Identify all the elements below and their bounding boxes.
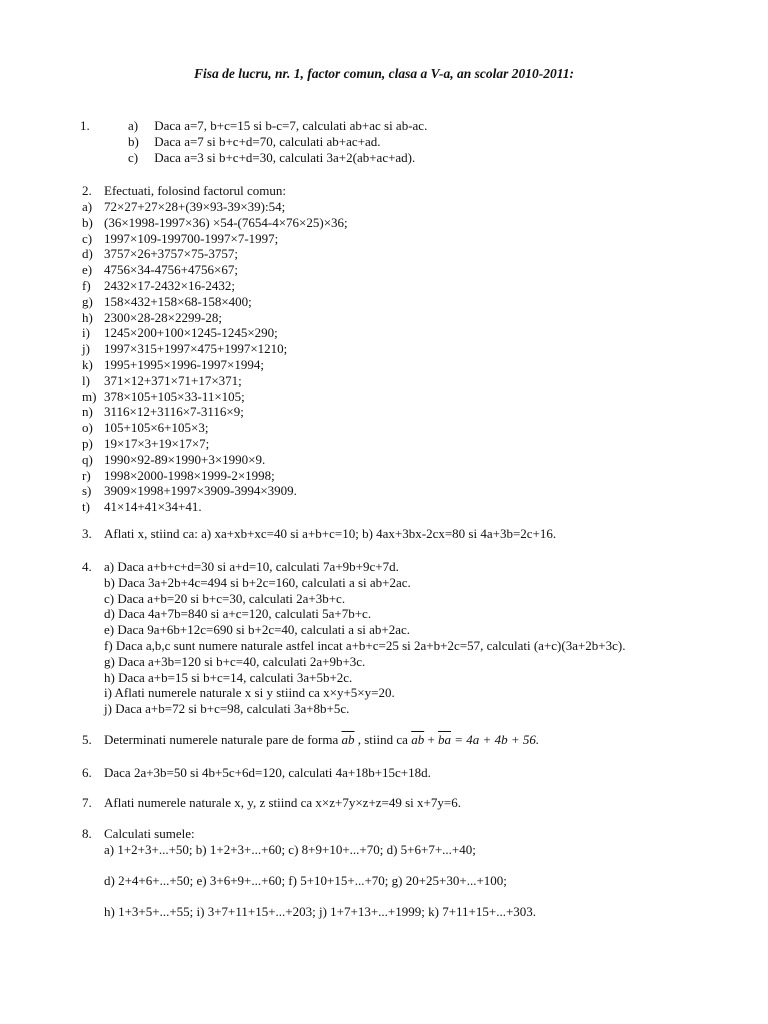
q4-item: d) Daca 4a+7b=840 si a+c=120, calculati 5a+7b+c. [104, 606, 372, 621]
q2-item-label: n) [82, 404, 93, 419]
q1-item-label: a) [128, 118, 139, 133]
q2-item-expression: 1245×200+100×1245-1245×290; [104, 325, 278, 340]
q5-formula-term1: $\overline{ab}$ [411, 732, 425, 747]
q4-item: c) Daca a+b=20 si b+c=30, calculati 2a+3b+c. [104, 591, 346, 606]
q5-formula-rhs: = 4a + 4b + 56. [454, 732, 540, 747]
q2-item-expression: 72×27+27×28+(39×93-39×39):54; [104, 199, 286, 214]
q5-formula-term2: $\overline{ba}$ [438, 732, 452, 747]
q2-item-label: s) [82, 483, 92, 498]
q8-number: 8. [82, 826, 92, 841]
q1-item-b [128, 134, 381, 150]
q4-item: e) Daca 9a+6b+12c=690 si b+2c=40, calculati a si ab+2ac. [104, 622, 411, 637]
q2-item-expression: 3757×26+3757×75-3757; [104, 246, 238, 261]
q7-text: Aflati numerele naturale x, y, z stiind ca x×z+7y×z+z=49 si x+7y=6. [104, 795, 461, 810]
q2-item-label: g) [82, 294, 93, 309]
worksheet-title: Fisa de lucru, nr. 1, factor comun, clasa a V-a, an scolar 2010-2011: [194, 66, 574, 81]
q2-item-label: r) [82, 468, 91, 483]
q7-number: 7. [82, 795, 92, 810]
q2-item-label: e) [82, 262, 93, 277]
q4-item: h) Daca a+b=15 si b+c=14, calculati 3a+5b+2c. [104, 670, 353, 685]
q2-item-label: b) [82, 215, 93, 230]
q5-text [104, 732, 539, 748]
q2-item-expression: (36×1998-1997×36) ×54-(7654-4×76×25)×36; [104, 215, 348, 230]
q2-item-label: k) [82, 357, 93, 372]
q1-item-text: Daca a=3 si b+c+d=30, calculati 3a+2(ab+ac+ad). [154, 150, 416, 165]
q2-item-label: o) [82, 420, 93, 435]
q8-heading: Calculati sumele: [104, 826, 195, 841]
q2-item-label: i) [82, 325, 90, 340]
q4-number: 4. [82, 559, 92, 574]
q2-item-label: d) [82, 246, 93, 261]
q2-item-label: m) [82, 389, 97, 404]
q1-item-text: Daca a=7 si b+c+d=70, calculati ab+ac+ad. [154, 134, 381, 149]
q2-item-expression: 3116×12+3116×7-3116×9; [104, 404, 244, 419]
q5-text-part2: , stiind ca [357, 732, 408, 747]
q6-text: Daca 2a+3b=50 si 4b+5c+6d=120, calculati 4a+18b+15c+18d. [104, 765, 431, 780]
q4-item: g) Daca a+3b=120 si b+c=40, calculati 2a+9b+3c. [104, 654, 366, 669]
q1-item-label: c) [128, 150, 139, 165]
q4-item: a) Daca a+b+c+d=30 si a+d=10, calculati 7a+9b+9c+7d. [104, 559, 399, 574]
q3-number: 3. [82, 526, 92, 541]
q1-item-c [128, 150, 415, 166]
q2-item-label: c) [82, 231, 93, 246]
q2-item-expression: 2432×17-2432×16-2432; [104, 278, 235, 293]
q2-item-expression: 3909×1998+1997×3909-3994×3909. [104, 483, 297, 498]
q2-item-expression: 19×17×3+19×17×7; [104, 436, 210, 451]
q2-item-expression: 158×432+158×68-158×400; [104, 294, 252, 309]
q2-item-label: l) [82, 373, 90, 388]
q4-item: i) Aflati numerele naturale x si y stiind ca x×y+5×y=20. [104, 685, 395, 700]
q8-sums-line: a) 1+2+3+...+50; b) 1+2+3+...+60; c) 8+9+10+...+70; d) 5+6+7+...+40; [104, 842, 476, 857]
q2-item-expression: 1998×2000-1998×1999-2×1998; [104, 468, 275, 483]
q5-variable-overlined: $\overline{ab}$ [341, 732, 355, 747]
q5-formula-plus: + [427, 732, 435, 747]
q2-item-label: t) [82, 499, 90, 514]
q8-sums-line: d) 2+4+6+...+50; e) 3+6+9+...+60; f) 5+10+15+...+70; g) 20+25+30+...+100; [104, 873, 507, 888]
q2-number: 2. [82, 183, 92, 198]
q2-item-expression: 1990×92-89×1990+3×1990×9. [104, 452, 266, 467]
q2-item-label: j) [82, 341, 90, 356]
q2-item-label: a) [82, 199, 93, 214]
q6-number: 6. [82, 765, 92, 780]
q2-item-label: p) [82, 436, 93, 451]
q1-item-a [128, 118, 427, 134]
q1-item-label: b) [128, 134, 139, 149]
q2-item-expression: 105+105×6+105×3; [104, 420, 209, 435]
q2-item-expression: 2300×28-28×2299-28; [104, 310, 222, 325]
q2-item-expression: 1995+1995×1996-1997×1994; [104, 357, 264, 372]
q2-item-expression: 4756×34-4756+4756×67; [104, 262, 238, 277]
q1-number: 1. [80, 118, 90, 133]
q3-text: Aflati x, stiind ca: a) xa+xb+xc=40 si a+b+c=10; b) 4ax+3bx-2cx=80 si 4a+3b=2c+16. [104, 526, 557, 541]
q1-item-text: Daca a=7, b+c=15 si b-c=7, calculati ab+ac si ab-ac. [154, 118, 428, 133]
q4-item: f) Daca a,b,c sunt numere naturale astfel incat a+b+c=25 si 2a+b+2c=57, calculati (a+c)(3a+2b+3c). [104, 638, 626, 653]
q2-item-label: h) [82, 310, 93, 325]
q2-item-expression: 378×105+105×33-11×105; [104, 389, 245, 404]
q2-item-label: f) [82, 278, 91, 293]
q5-text-part1: Determinati numerele naturale pare de forma [104, 732, 339, 747]
q5-number: 5. [82, 732, 92, 747]
q2-item-expression: 1997×109-199700-1997×7-1997; [104, 231, 279, 246]
q2-item-expression: 41×14+41×34+41. [104, 499, 202, 514]
q2-item-expression: 371×12+371×71+17×371; [104, 373, 242, 388]
q4-item: b) Daca 3a+2b+4c=494 si b+2c=160, calculati a si ab+2ac. [104, 575, 411, 590]
q2-heading: Efectuati, folosind factorul comun: [104, 183, 286, 198]
q2-item-label: q) [82, 452, 93, 467]
q8-sums-line: h) 1+3+5+...+55; i) 3+7+11+15+...+203; j) 1+7+13+...+1999; k) 7+11+15+...+303. [104, 904, 537, 919]
q4-item: j) Daca a+b=72 si b+c=98, calculati 3a+8b+5c. [104, 701, 350, 716]
q2-item-expression: 1997×315+1997×475+1997×1210; [104, 341, 288, 356]
